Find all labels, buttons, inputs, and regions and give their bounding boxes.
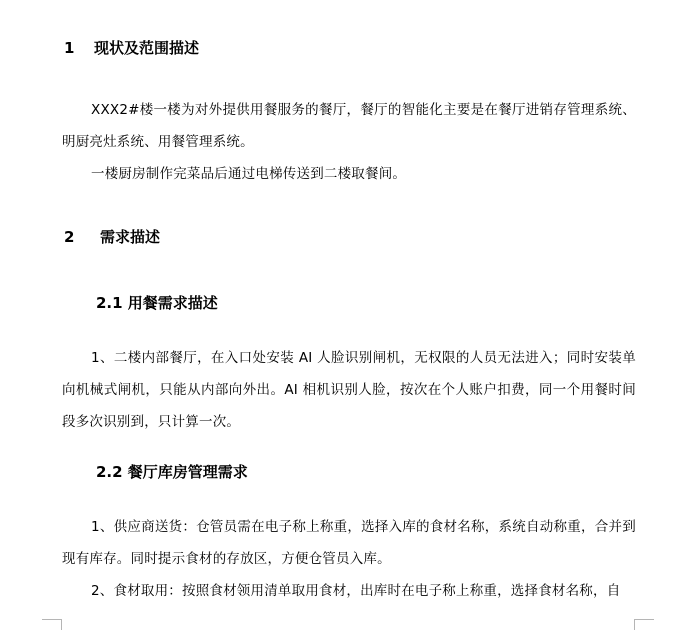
subsection-2-1-paragraph-1: 1、二楼内部餐厅，在入口处安装 AI 人脸识别闸机，无权限的人员无法进入；同时安装单向机械式闸机，只能从内部向外出。AI 相机识别人脸，按次在个人账户扣费，同一个用餐时间段多次识别到，只计算一次。 (62, 350, 636, 430)
section-2-heading (64, 227, 160, 247)
crop-mark-right-horizontal (634, 619, 654, 620)
subsection-2-2-heading: 2.2 餐厅库房管理需求 (96, 463, 248, 481)
crop-mark-left-horizontal (42, 619, 62, 620)
crop-mark-left-vertical (61, 619, 62, 630)
subsection-2-2-paragraph-1: 1、供应商送货：仓管员需在电子称上称重，选择入库的食材名称，系统自动称重，合并到现有库存。同时提示食材的存放区，方便仓管员入库。 (62, 519, 636, 567)
section-2-number: 2 (64, 228, 75, 246)
subsection-2-2-paragraph-2: 2、食材取用：按照食材领用清单取用食材，出库时在电子称上称重，选择食材名称，自 (91, 583, 621, 599)
section-1-number: 1 (64, 39, 75, 57)
crop-mark-right-vertical (634, 619, 635, 630)
section-1-paragraph-1: XXX2#楼一楼为对外提供用餐服务的餐厅，餐厅的智能化主要是在餐厅进销存管理系统、明厨亮灶系统、用餐管理系统。 (62, 102, 636, 150)
section-1-paragraph-2: 一楼厨房制作完菜品后通过电梯传送到二楼取餐间。 (91, 166, 407, 182)
section-1-heading (64, 38, 199, 58)
subsection-2-1-heading: 2.1 用餐需求描述 (96, 294, 218, 312)
section-1-title: 现状及范围描述 (94, 39, 200, 57)
section-2-title: 需求描述 (100, 228, 161, 246)
